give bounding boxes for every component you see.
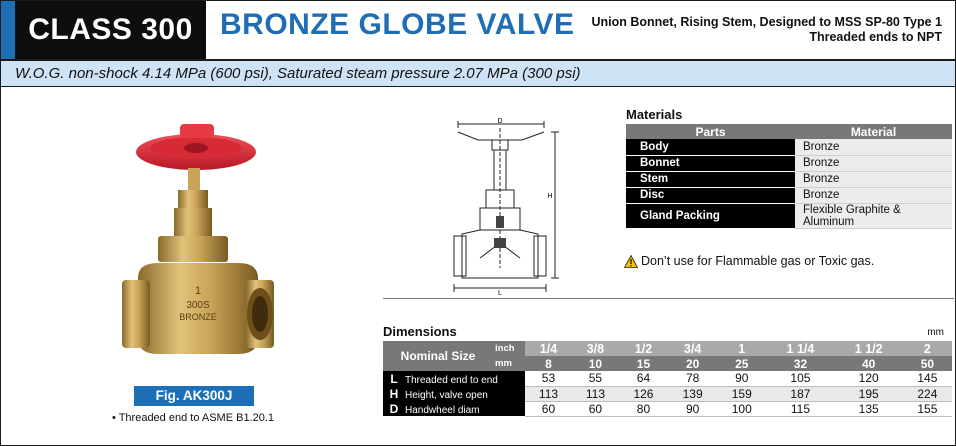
- dimension-desc: Threaded end to end: [405, 374, 498, 386]
- part-name: Bonnet: [626, 155, 795, 171]
- inch-unit-label: inch: [493, 341, 525, 356]
- dimensions-table: [383, 341, 952, 417]
- warning-text: Don’t use for Flammable gas or Toxic gas.: [641, 254, 875, 268]
- dimension-value: 60: [525, 401, 572, 416]
- dimension-value: 90: [717, 371, 766, 386]
- part-material: Bronze: [795, 139, 952, 155]
- mm-size: 10: [572, 356, 619, 371]
- dimension-code: L: [390, 371, 398, 386]
- dimension-desc: Height, valve open: [405, 389, 488, 401]
- thread-standard-note: • Threaded end to ASME B1.20.1: [112, 412, 275, 424]
- inch-size: 1: [717, 341, 766, 356]
- dimension-value: 195: [835, 386, 903, 401]
- casting-mark-material: BRONZE: [179, 312, 217, 322]
- dimension-value: 187: [766, 386, 834, 401]
- dimension-label: [383, 401, 525, 416]
- dimension-value: 126: [619, 386, 668, 401]
- dimension-value: 145: [903, 371, 952, 386]
- mm-size: 50: [903, 356, 952, 371]
- dimension-value: 120: [835, 371, 903, 386]
- materials-header-parts: Parts: [626, 124, 795, 139]
- header-accent-bar: [1, 1, 15, 59]
- dimension-value: 60: [572, 401, 619, 416]
- table-row: [383, 401, 952, 416]
- mm-size: 8: [525, 356, 572, 371]
- part-name: Stem: [626, 171, 795, 187]
- inch-size: 2: [903, 341, 952, 356]
- warning-triangle-icon: [624, 255, 638, 268]
- inch-size: 1 1/4: [766, 341, 834, 356]
- part-name: Disc: [626, 187, 795, 203]
- dimensions-unit: mm: [927, 327, 944, 338]
- valve-photo: [118, 118, 278, 382]
- inch-size: 3/4: [668, 341, 717, 356]
- table-row: [383, 386, 952, 401]
- part-material: Flexible Graphite & Aluminum: [795, 203, 952, 228]
- dimension-value: 100: [717, 401, 766, 416]
- inch-size: 3/8: [572, 341, 619, 356]
- mm-unit-label: mm: [493, 356, 525, 371]
- part-material: Bronze: [795, 187, 952, 203]
- inch-size-row: [383, 341, 952, 356]
- table-row: [626, 139, 952, 155]
- dimension-value: 55: [572, 371, 619, 386]
- inch-size: 1 1/2: [835, 341, 903, 356]
- product-title: BRONZE GLOBE VALVE: [220, 8, 575, 41]
- drawing-label-l: L: [498, 290, 502, 296]
- inch-size: 1/4: [525, 341, 572, 356]
- dimension-value: 139: [668, 386, 717, 401]
- dimension-value: 78: [668, 371, 717, 386]
- dimension-code: D: [389, 401, 399, 416]
- materials-title: Materials: [626, 107, 683, 122]
- dimension-value: 113: [525, 386, 572, 401]
- dimension-value: 80: [619, 401, 668, 416]
- dimension-value: 155: [903, 401, 952, 416]
- mm-size: 40: [835, 356, 903, 371]
- dimension-value: 53: [525, 371, 572, 386]
- safety-warning: [624, 254, 874, 268]
- pressure-spec-bar: W.O.G. non-shock 4.14 MPa (600 psi), Saturated steam pressure 2.07 MPa (300 psi): [1, 61, 955, 87]
- dimension-desc: Handwheel diam: [405, 404, 480, 416]
- dimension-value: 115: [766, 401, 834, 416]
- subtitle-line-2: Threaded ends to NPT: [809, 30, 942, 44]
- table-row: [626, 187, 952, 203]
- dimension-value: 105: [766, 371, 834, 386]
- dimension-code: H: [389, 386, 399, 401]
- dimension-value: 90: [668, 401, 717, 416]
- figure-number-button[interactable]: Fig. AK300J: [134, 386, 254, 406]
- part-material: Bronze: [795, 171, 952, 187]
- mm-size: 32: [766, 356, 834, 371]
- valve-cross-section-drawing: [450, 118, 562, 296]
- casting-mark-size: 1: [194, 285, 202, 297]
- dimension-label: [383, 386, 525, 401]
- class-label: CLASS 300: [15, 1, 206, 59]
- table-row: [626, 155, 952, 171]
- nominal-size-label: Nominal Size: [383, 341, 493, 371]
- table-row: [383, 371, 952, 386]
- materials-table: [626, 124, 952, 229]
- materials-header-material: Material: [795, 124, 952, 139]
- dimensions-title: Dimensions: [383, 324, 457, 339]
- mm-size: 15: [619, 356, 668, 371]
- mm-size: 25: [717, 356, 766, 371]
- dimension-label: [383, 371, 525, 386]
- dimension-value: 224: [903, 386, 952, 401]
- dimension-value: 135: [835, 401, 903, 416]
- table-row: [626, 203, 952, 228]
- part-name: Gland Packing: [626, 203, 795, 228]
- product-subtitle: [591, 15, 942, 45]
- section-divider: [383, 298, 954, 299]
- subtitle-line-1: Union Bonnet, Rising Stem, Designed to MSS SP-80 Type 1: [591, 15, 942, 29]
- table-row: [626, 171, 952, 187]
- drawing-label-h: H: [547, 193, 553, 200]
- part-material: Bronze: [795, 155, 952, 171]
- part-name: Body: [626, 139, 795, 155]
- mm-size: 20: [668, 356, 717, 371]
- drawing-label-d: D: [497, 118, 503, 125]
- dimension-value: 64: [619, 371, 668, 386]
- inch-size: 1/2: [619, 341, 668, 356]
- dimension-value: 159: [717, 386, 766, 401]
- dimension-value: 113: [572, 386, 619, 401]
- casting-mark-class: 300S: [186, 300, 210, 311]
